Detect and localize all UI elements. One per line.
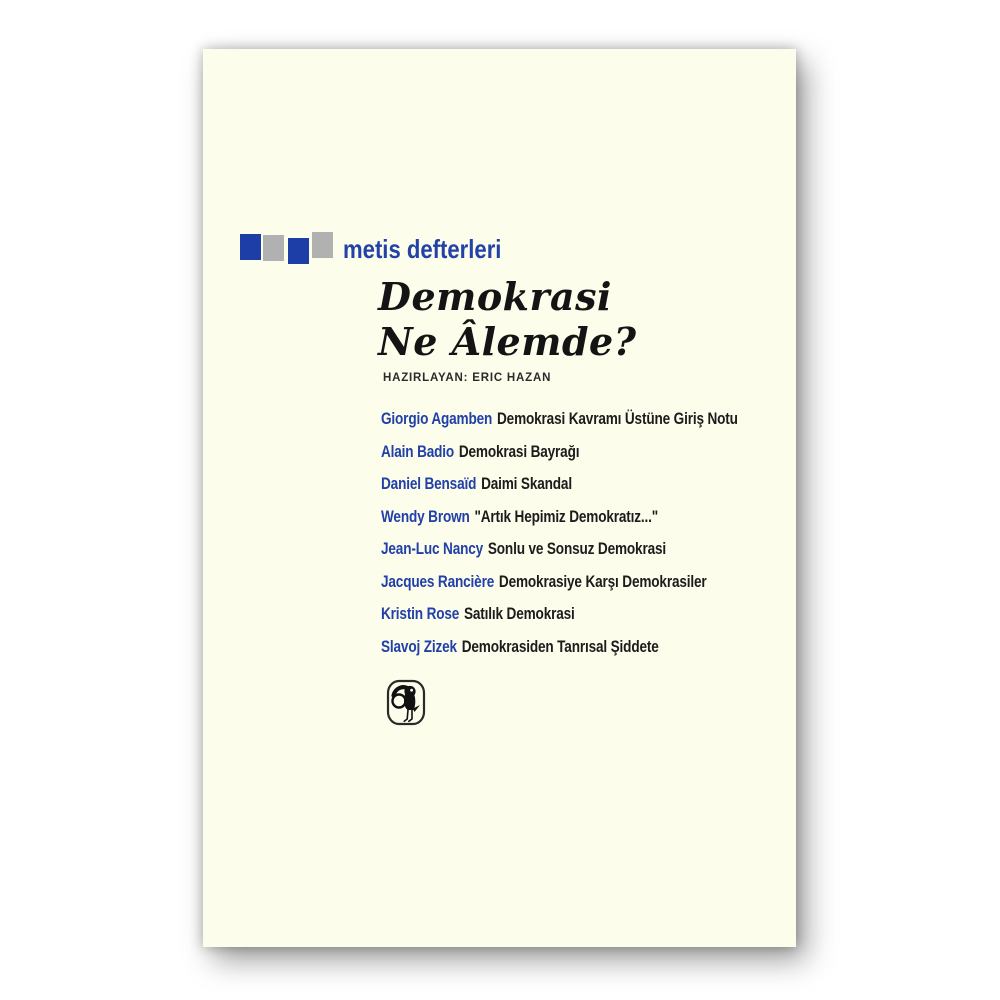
book-title <box>378 274 636 364</box>
contributor-name: Slavoj Zizek <box>381 636 457 656</box>
contributor-name: Daniel Bensaïd <box>381 474 477 493</box>
contributor-row <box>381 598 801 631</box>
metis-bird-logo-icon <box>386 679 426 726</box>
contributors-list <box>381 403 801 663</box>
contributor-row <box>381 631 801 664</box>
contributor-name: Kristin Rose <box>381 604 460 623</box>
contributor-work: Demokrasiye Karşı Demokrasiler <box>498 571 707 591</box>
contributor-work: "Artık Hepimiz Demokratız..." <box>474 506 659 526</box>
contributor-row <box>381 501 801 534</box>
brand-square <box>288 238 309 264</box>
contributor-work: Demokrasi Bayrağı <box>458 441 580 461</box>
contributor-work: Demokrasiden Tanrısal Şiddete <box>461 636 659 656</box>
contributor-row <box>381 468 801 501</box>
contributor-work: Daimi Skandal <box>481 474 572 493</box>
contributor-row <box>381 566 801 599</box>
contributor-name: Giorgio Agamben <box>381 409 493 428</box>
series-wordmark: metis defterleri <box>343 234 502 264</box>
book-cover <box>203 49 796 947</box>
contributor-name: Jacques Rancière <box>381 571 495 591</box>
contributor-work: Sonlu ve Sonsuz Demokrasi <box>487 539 667 558</box>
brand-square <box>263 235 284 261</box>
book-title-line2: Ne Âlemde? <box>378 319 637 364</box>
brand-square <box>312 232 333 258</box>
contributor-row <box>381 533 801 566</box>
contributor-work: Demokrasi Kavramı Üstüne Giriş Notu <box>497 409 738 428</box>
brand-square <box>240 234 261 260</box>
contributor-work: Satılık Demokrasi <box>463 604 575 623</box>
contributor-name: Alain Badio <box>381 441 455 461</box>
book-title-line1: Demokrasi <box>378 274 612 319</box>
contributor-name: Wendy Brown <box>381 506 470 526</box>
editor-credit: HAZIRLAYAN: ERIC HAZAN <box>383 372 552 384</box>
contributor-row <box>381 403 801 436</box>
metis-squares-logo <box>240 232 340 268</box>
contributor-name: Jean-Luc Nancy <box>381 539 484 558</box>
contributor-row <box>381 436 801 469</box>
